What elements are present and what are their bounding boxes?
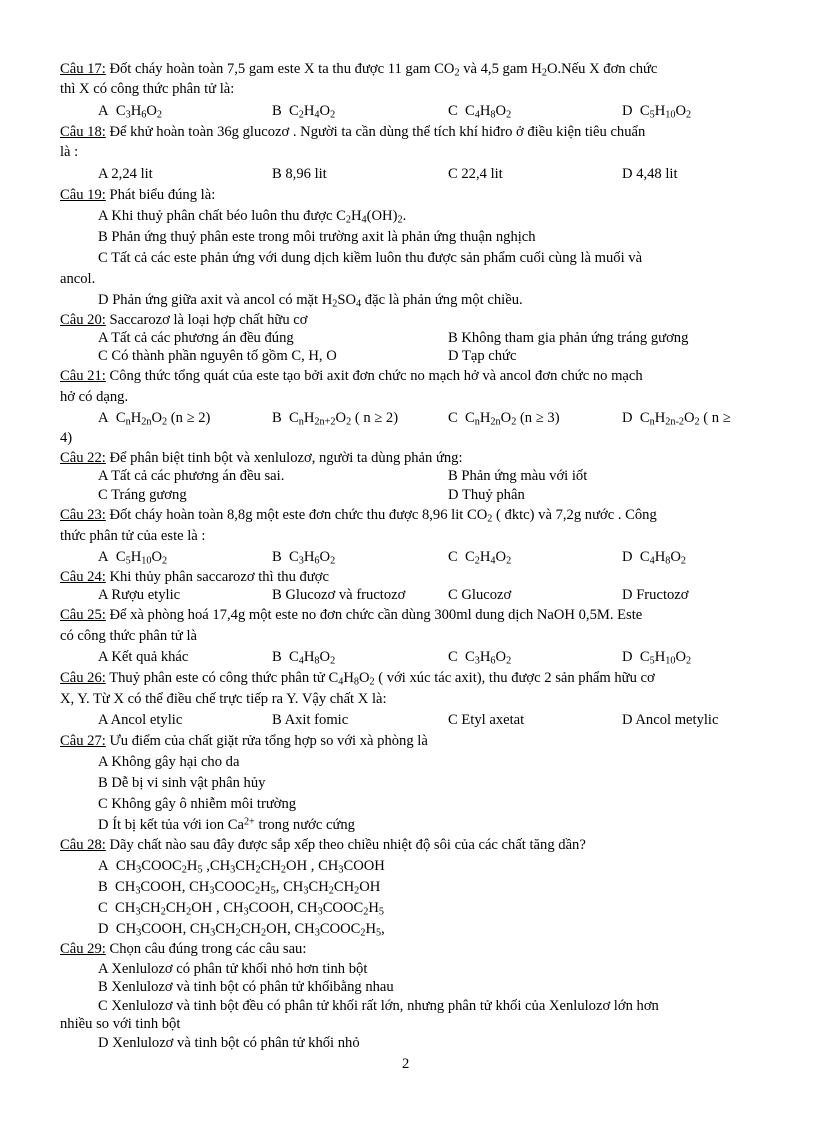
q20-option-a: A Tất cả các phương án đều đúng <box>98 330 294 346</box>
question-27-text: Câu 27: Ưu điểm của chất giặt rửa tổng hợp so với xà phòng là <box>60 733 428 749</box>
q26-option-a: A Ancol etylic <box>98 712 183 728</box>
question-18-label: Câu 18: <box>60 124 106 140</box>
question-23-text-cont: thức phân tử của este là : <box>60 528 206 544</box>
q21-option-c: C $C_nH_{2n}O_2$ (n ≥ 3) <box>448 410 560 428</box>
question-24-text: Câu 24: Khi thủy phân saccarozơ thì thu được <box>60 569 329 585</box>
question-21-text: Câu 21: Công thức tổng quát của este tạo bởi axit đơn chức no mạch hở và ancol đơn chức no mạch <box>60 368 643 384</box>
q28-option-b: B $CH_3COOH$, $CH_3COOC_2H_5$, $CH_3CH_2CH_2OH$ <box>98 879 381 897</box>
q26-option-c: C Etyl axetat <box>448 712 525 728</box>
question-29-text: Câu 29: Chọn câu đúng trong các câu sau: <box>60 941 307 957</box>
question-26-label: Câu 26: <box>60 670 106 686</box>
question-22-label: Câu 22: <box>60 450 106 466</box>
q17-option-c: C $C_4H_8O_2$ <box>448 103 512 121</box>
q27-option-c: C Không gây ô nhiễm môi trường <box>98 796 297 812</box>
question-20-text: Câu 20: Saccarozơ là loại hợp chất hữu cơ <box>60 312 308 328</box>
q25-option-d: D $C_5H_{10}O_2$ <box>622 649 692 667</box>
q21-option-a: A $C_nH_{2n}O_2$ (n ≥ 2) <box>98 410 211 428</box>
q22-option-a: A Tất cả các phương án đều sai. <box>98 468 285 484</box>
q21-option-b: B $C_nH_{2n+2}O_2$ ( n ≥ 2) <box>272 410 399 428</box>
q29-option-b: B Xenlulozơ và tinh bột có phân tử khốibằng nhau <box>98 979 394 995</box>
q24-option-a: A Rượu etylic <box>98 587 181 603</box>
q28-option-d: D $CH_3COOH$, $CH_3CH_2CH_2OH$, $CH_3COOC_2H_5$, <box>98 921 385 939</box>
question-18-text-cont: là : <box>60 144 79 160</box>
page-number: 2 <box>402 1056 410 1072</box>
q27-option-b: B Dễ bị vi sinh vật phân hủy <box>98 775 266 791</box>
question-28-text: Câu 28: Dãy chất nào sau đây được sắp xếp theo chiều nhiệt độ sôi của các chất tăng dần? <box>60 837 586 853</box>
question-29-label: Câu 29: <box>60 941 106 957</box>
q23-option-c: C $C_2H_4O_2$ <box>448 549 512 567</box>
q22-option-d: D Thuỷ phân <box>448 487 525 503</box>
question-18-text: Câu 18: Để khử hoàn toàn 36g glucozơ . Người ta cần dùng thể tích khí hiđro ở điều kiện tiêu chuẩn <box>60 124 646 140</box>
q18-option-c: C 22,4 lit <box>448 166 503 182</box>
question-19-label: Câu 19: <box>60 187 106 203</box>
q19-option-c-cont: ancol. <box>60 271 96 287</box>
q25-option-c: C $C_3H_6O_2$ <box>448 649 512 667</box>
q24-option-d: D Fructozơ <box>622 587 689 603</box>
question-21-label: Câu 21: <box>60 368 106 384</box>
q22-option-c: C Tráng gương <box>98 487 187 503</box>
q21-option-d: D $C_nH_{2n-2}O_2$ ( n ≥ <box>622 410 731 428</box>
q25-option-b: B $C_4H_8O_2$ <box>272 649 336 667</box>
question-20-label: Câu 20: <box>60 312 106 328</box>
question-24-label: Câu 24: <box>60 569 106 585</box>
q17-option-a: A $C_3H_6O_2$ <box>98 103 162 121</box>
q20-option-d: D Tạp chức <box>448 348 517 364</box>
q17-option-b: B $C_2H_4O_2$ <box>272 103 336 121</box>
question-25-text-cont: có công thức phân tử là <box>60 628 197 644</box>
q23-option-d: D $C_4H_8O_2$ <box>622 549 686 567</box>
question-28-label: Câu 28: <box>60 837 106 853</box>
q29-option-d: D Xenlulozơ và tinh bột có phân tử khối nhỏ <box>98 1035 360 1051</box>
q23-option-a: A $C_5H_{10}O_2$ <box>98 549 168 567</box>
q18-option-b: B 8,96 lit <box>272 166 327 182</box>
q17-option-d: D $C_5H_{10}O_2$ <box>622 103 692 121</box>
question-17-text-cont: thì X có công thức phân tử là: <box>60 81 235 97</box>
question-17-text: Câu 17: Đốt cháy hoàn toàn 7,5 gam este X ta thu được 11 gam $CO_2$ và 4,5 gam $H_2O.Nếu$ X đơn chức <box>60 61 658 79</box>
q24-option-c: C Glucozơ <box>448 587 512 603</box>
q29-option-a: A Xenlulozơ có phân tử khối nhỏ hơn tinh bột <box>98 961 368 977</box>
q18-option-a: A 2,24 lit <box>98 166 153 182</box>
q24-option-b: B Glucozơ và fructozơ <box>272 587 406 603</box>
q25-option-a: A Kết quả khác <box>98 649 189 665</box>
q21-option-d-cont: 4) <box>60 430 73 446</box>
q26-option-b: B Axit fomic <box>272 712 349 728</box>
q27-option-a: A Không gây hại cho da <box>98 754 240 770</box>
q28-option-c: C $CH_3CH_2CH_2OH$ , $CH_3COOH$, $CH_3COOC_2H_5$ <box>98 900 384 918</box>
question-19-text: Câu 19: Phát biểu đúng là: <box>60 187 216 203</box>
q19-option-c: C Tất cả các este phản ứng với dung dịch kiềm luôn thu được sản phẩm cuối cùng là muối và <box>98 250 643 266</box>
q20-option-b: B Không tham gia phản ứng tráng gương <box>448 330 689 346</box>
question-23-label: Câu 23: <box>60 507 106 523</box>
q29-option-c: C Xenlulozơ và tinh bột đều có phân tử khối rất lớn, nhưng phân tử khối của Xenlulozơ lớn hơn <box>98 998 659 1014</box>
q19-option-d: D Phản ứng giữa axit và ancol có mặt $H_2SO_4$ đặc là phản ứng một chiều. <box>98 292 523 310</box>
question-25-text: Câu 25: Để xà phòng hoá 17,4g một este no đơn chức cần dùng 300ml dung dịch NaOH 0,5M. Este <box>60 607 643 623</box>
question-23-text: Câu 23: Đốt cháy hoàn toàn 8,8g một este đơn chức thu được 8,96 lit $CO_2$ ( đktc) và 7,2g nước . Công <box>60 507 657 525</box>
question-21-text-cont: hở có dạng. <box>60 389 129 405</box>
question-17-label: Câu 17: <box>60 61 106 77</box>
q29-option-c-cont: nhiều so với tinh bột <box>60 1016 181 1032</box>
question-22-text: Câu 22: Để phân biệt tinh bột và xenlulozơ, người ta dùng phản ứng: <box>60 450 463 466</box>
q20-option-c: C Có thành phần nguyên tố gồm C, H, O <box>98 348 337 364</box>
q27-option-d: D Ít bị kết tủa với ion $Ca^{2+}$ trong nước cứng <box>98 816 355 833</box>
q19-option-a: A Khi thuỷ phân chất béo luôn thu được $C_2H_4(OH)_2$. <box>98 208 407 226</box>
q28-option-a: A $CH_3COOC_2H_5$ $,CH_3CH_2CH_2OH$ , $CH_3COOH$ <box>98 858 385 876</box>
q26-option-d: D Ancol metylic <box>622 712 719 728</box>
question-26-text: Câu 26: Thuỷ phân este có công thức phân tử $C_4H_8O_2$ ( với xúc tác axit), thu được 2 sản phẩm hữu cơ <box>60 670 655 688</box>
q23-option-b: B $C_3H_6O_2$ <box>272 549 336 567</box>
q18-option-d: D 4,48 lit <box>622 166 678 182</box>
question-25-label: Câu 25: <box>60 607 106 623</box>
question-26-text-cont: X, Y. Từ X có thể điều chế trực tiếp ra Y. Vậy chất X là: <box>60 691 387 707</box>
q19-option-b: B Phản ứng thuỷ phân este trong môi trường axit là phản ứng thuận nghịch <box>98 229 536 245</box>
question-27-label: Câu 27: <box>60 733 106 749</box>
q22-option-b: B Phản ứng màu với iốt <box>448 468 588 484</box>
